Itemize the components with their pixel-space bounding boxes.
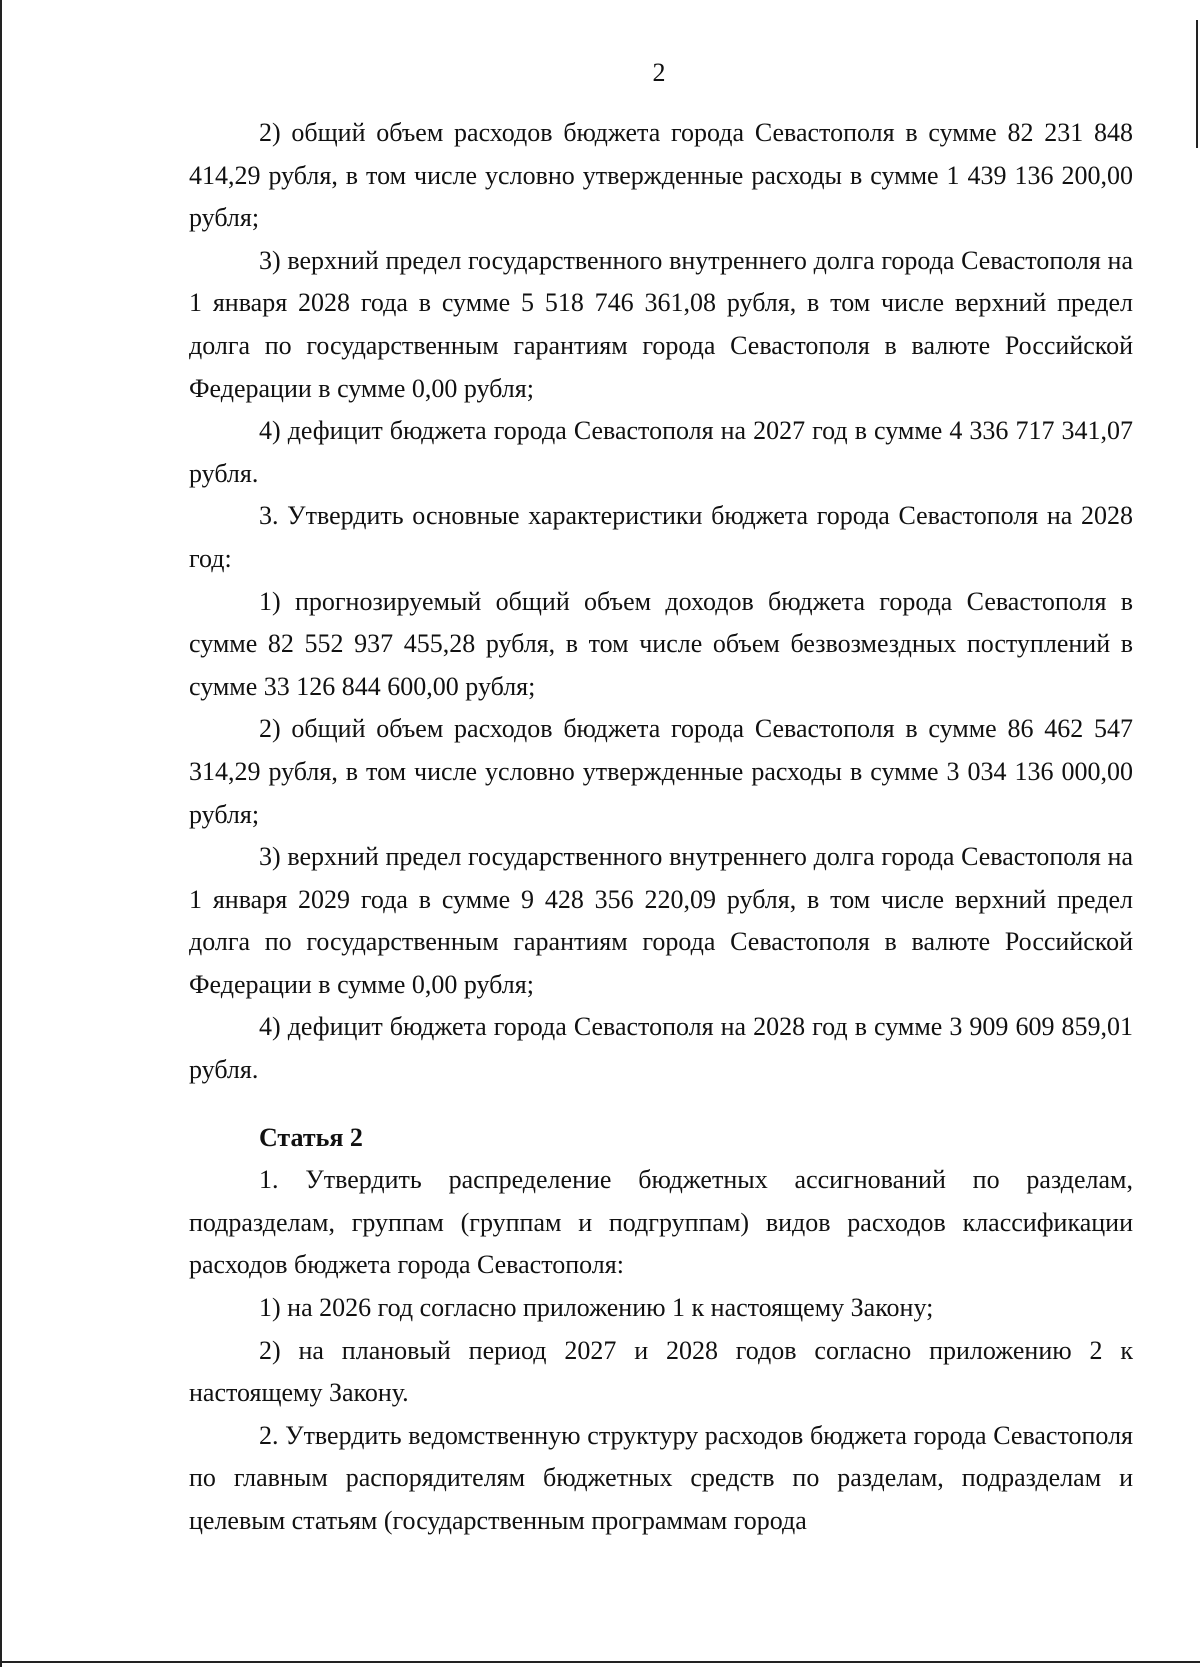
paragraph: 2) общий объем расходов бюджета города Севастополя в сумме 86 462 547 314,29 рубля, в том числе условно утвержденные расходы в сумме 3 034 136 000,00 рубля; [189, 714, 1133, 829]
page-number: 2 [652, 58, 666, 87]
paragraph: 3. Утвердить основные характеристики бюджета города Севастополя на 2028 год: [189, 501, 1133, 573]
document-body [189, 112, 1133, 1543]
paragraph: 3) верхний предел государственного внутреннего долга города Севастополя на 1 января 2028 года в сумме 5 518 746 361,08 рубля, в том числе верхний предел долга по государственным гарантиям города Севастополя в валюте Российской Федерации в сумме 0,00 рубля; [189, 245, 1133, 403]
scan-left-edge [0, 0, 2, 1667]
paragraph: 4) дефицит бюджета города Севастополя на 2028 год в сумме 3 909 609 859,01 рубля. [189, 1012, 1133, 1085]
paragraph: 1. Утвердить распределение бюджетных ассигнований по разделам, подразделам, группам (группам и подгруппам) видов расходов классификации расходов бюджета города Севастополя: [189, 1165, 1133, 1280]
scan-bottom-edge [0, 1661, 1200, 1663]
paragraph: 1) на 2026 год согласно приложению 1 к настоящему Закону; [259, 1293, 934, 1323]
article-heading: Статья 2 [259, 1122, 363, 1152]
paragraph: 2) общий объем расходов бюджета города Севастополя в сумме 82 231 848 414,29 рубля, в том числе условно утвержденные расходы в сумме 1 439 136 200,00 рубля; [189, 118, 1133, 233]
paragraph: 2. Утвердить ведомственную структуру расходов бюджета города Севастополя по главным распорядителям бюджетных средств по разделам, подразделам и целевым статьям (государственным программам города [189, 1420, 1133, 1535]
paragraph: 1) прогнозируемый общий объем доходов бюджета города Севастополя в сумме 82 552 937 455,28 рубля, в том числе объем безвозмездных поступлений в сумме 33 126 844 600,00 рубля; [189, 586, 1133, 701]
paragraph: 3) верхний предел государственного внутреннего долга города Севастополя на 1 января 2029 года в сумме 9 428 356 220,09 рубля, в том числе верхний предел долга по государственным гарантиям города Севастополя в валюте Российской Федерации в сумме 0,00 рубля; [189, 842, 1133, 999]
paragraph: 2) на плановый период 2027 и 2028 годов согласно приложению 2 к настоящему Закону. [189, 1335, 1133, 1408]
paragraph: 4) дефицит бюджета города Севастополя на 2027 год в сумме 4 336 717 341,07 рубля. [189, 416, 1133, 488]
